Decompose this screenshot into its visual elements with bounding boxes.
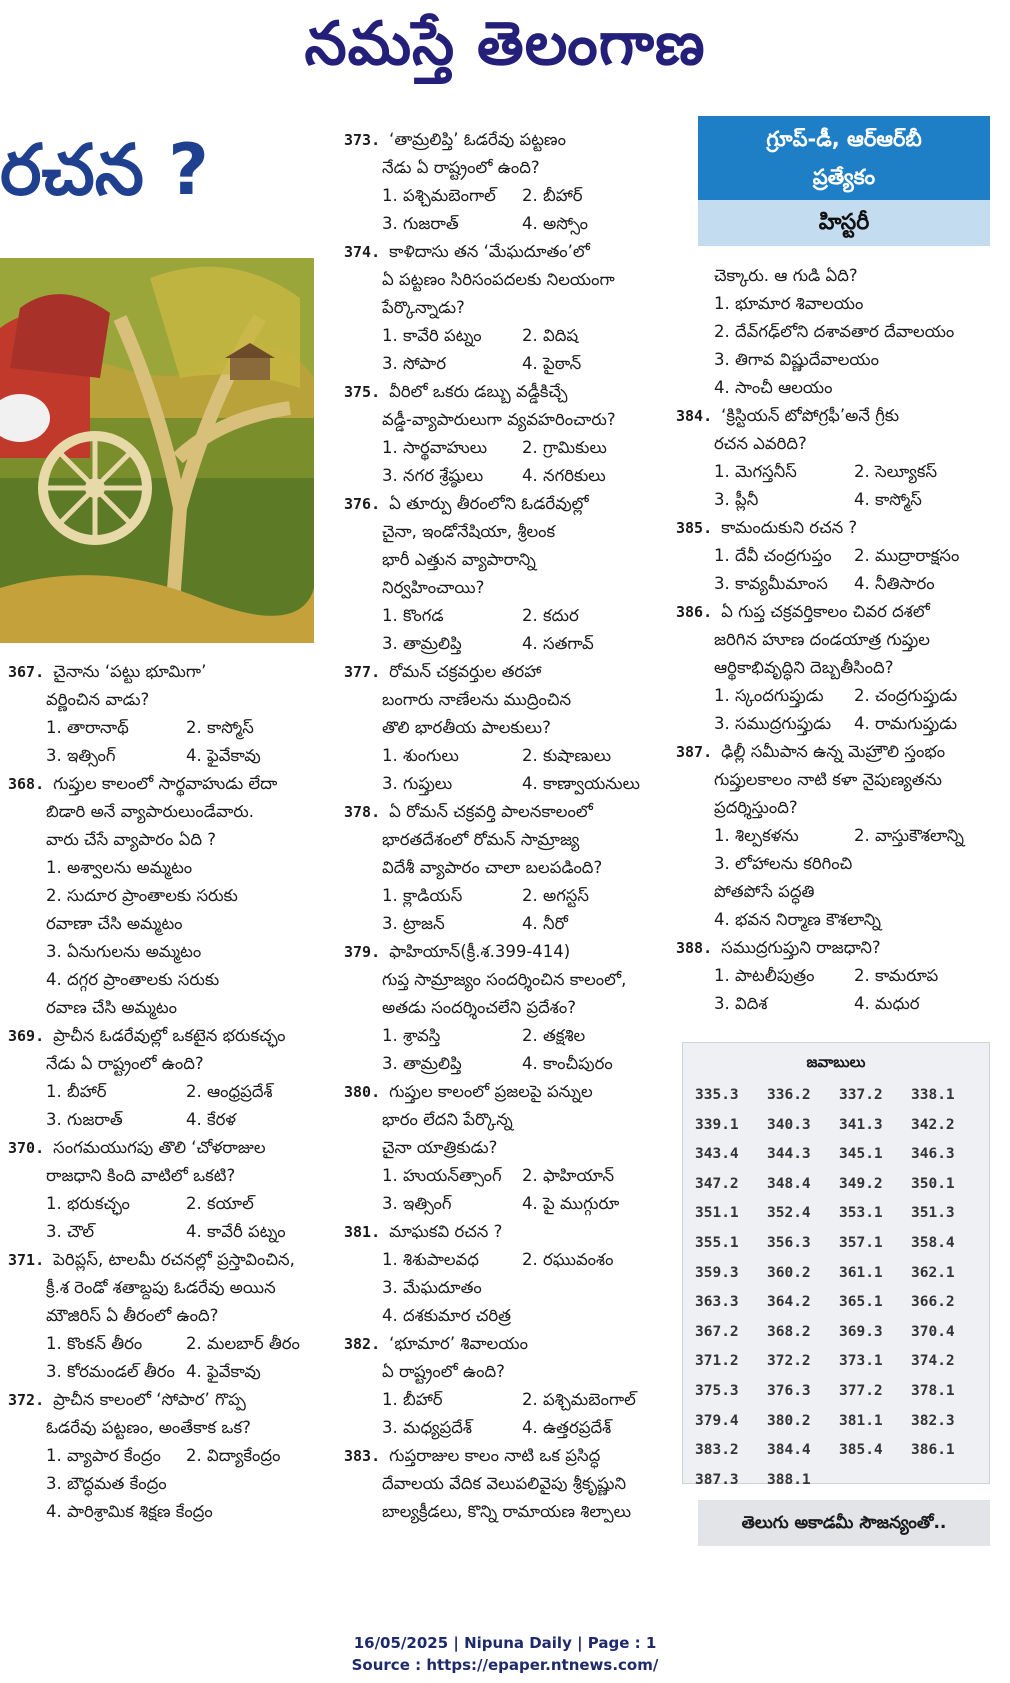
answer-entry: 376.3 <box>767 1382 811 1399</box>
option-text: 4. మధుర <box>854 994 920 1013</box>
answer-options <box>344 1162 674 1218</box>
option-text: 1. పాటలీపుత్రం <box>714 966 815 985</box>
answer-entry: 370.4 <box>911 1323 955 1340</box>
question-text: 385. కామందుకుని రచన ? <box>676 518 858 537</box>
answer-entry: 379.4 <box>695 1412 739 1429</box>
question-text: 384. ‘క్రిస్టియన్ టోపోగ్రఫీ’అనే గ్రీకు <box>676 406 900 425</box>
answer-entry: 364.2 <box>767 1294 811 1311</box>
option-text: 2. ఫాహియాన్ <box>522 1166 615 1185</box>
option-text: 4. ఫైవేకావు <box>186 1362 261 1381</box>
answer-options <box>676 542 996 598</box>
answer-options <box>344 182 674 238</box>
option-text: రవాణా చేసి అమ్మటం <box>46 914 183 933</box>
option-text: 1. వ్యాపార కేంద్రం <box>46 1446 161 1465</box>
answer-entry: 336.2 <box>767 1087 811 1103</box>
answer-entry: 348.4 <box>767 1175 811 1192</box>
option-text: 4. ఉత్తరప్రదేశ్ <box>522 1418 612 1437</box>
question-number: 375. <box>344 383 390 401</box>
question-item <box>344 798 674 938</box>
question-item <box>8 1022 328 1134</box>
answer-entry: 382.3 <box>911 1412 955 1429</box>
question-text: బిడారి అనే వ్యాపారులుండేవారు. <box>46 802 254 821</box>
question-number: 381. <box>344 1223 390 1241</box>
answer-options <box>8 854 328 1022</box>
option-text: 4. కాస్మోస్ <box>854 490 922 509</box>
question-number: 377. <box>344 663 390 681</box>
question-text: వారు చేసే వ్యాపారం ఏది ? <box>46 830 217 849</box>
option-text: 1. శ్రావస్తి <box>382 1026 441 1045</box>
option-text: 4. దగ్గర ప్రాంతాలకు సరుకు <box>46 970 220 989</box>
answer-entry: 366.2 <box>911 1294 955 1311</box>
option-text: 1. అశ్వాలను అమ్మటం <box>46 858 193 877</box>
question-text: 371. పెరిప్లస్, టాలమీ రచనల్లో ప్రస్తావించిన, <box>8 1250 295 1269</box>
answer-entry: 368.2 <box>767 1323 811 1340</box>
answer-entry: 359.3 <box>695 1264 739 1281</box>
option-text: 1. హుయన్‌త్సాంగ్ <box>382 1166 502 1185</box>
answer-entry: 383.2 <box>695 1442 739 1459</box>
question-item <box>676 738 996 934</box>
question-item <box>344 1218 674 1330</box>
answer-key-box <box>682 1042 990 1488</box>
question-text: అతడు సందర్శించలేని ప్రదేశం? <box>382 998 576 1017</box>
option-text: 3. కావ్యమీమాంస <box>714 574 828 593</box>
question-item <box>344 1330 674 1442</box>
question-number: 367. <box>8 663 54 681</box>
option-text: 2. సుదూర ప్రాంతాలకు సరుకు <box>46 886 238 905</box>
option-text: 3. సముద్రగుప్తుడు <box>714 714 832 733</box>
option-text: 3. విదిశ <box>714 994 768 1013</box>
answer-entry: 338.1 <box>911 1087 955 1103</box>
answer-key-grid <box>683 1081 989 1495</box>
question-text: వడ్డీ-వ్యాపారులుగా వ్యవహరించారు? <box>382 410 616 429</box>
option-text: 4. ఫైవేకావు <box>186 746 261 765</box>
question-text: ప్రదర్శిస్తుంది? <box>714 798 798 817</box>
option-text: 2. కాస్మోస్ <box>186 718 254 737</box>
question-text: రచన ఎవరిది? <box>714 434 807 453</box>
question-text: బంగారు నాణేలను ముద్రించిన <box>382 690 572 709</box>
option-text: 2. తక్షశిల <box>522 1026 586 1045</box>
answer-entry: 347.2 <box>695 1175 739 1192</box>
option-text: 3. చౌల్ <box>46 1222 95 1241</box>
question-text: మౌజిరిస్ ఏ తీరంలో ఉంది? <box>46 1306 219 1325</box>
answer-options <box>344 322 674 378</box>
option-text: 3. తిగావ విష్ణుదేవాలయం <box>714 350 879 369</box>
question-column-2 <box>344 126 674 1526</box>
option-text: 3. తామ్రలిప్తి <box>382 1054 462 1073</box>
option-text: 1. శుంగులు <box>382 746 459 765</box>
option-text: 1. కొంకన్ తీరం <box>46 1334 143 1353</box>
footer-date-line: 16/05/2025 | Nipuna Daily | Page : 1 <box>353 1634 657 1652</box>
banner-title: గ్రూప్-డీ, ఆర్‌ఆర్‌బీ ప్రత్యేకం <box>698 116 990 200</box>
answer-options <box>344 882 674 938</box>
answer-entry: 352.4 <box>767 1205 811 1222</box>
answer-options <box>8 714 328 770</box>
answer-entry: 375.3 <box>695 1382 739 1399</box>
option-text: 2. మలబార్ తీరం <box>186 1334 300 1353</box>
option-text: 2. ముద్రారాక్షసం <box>854 546 960 565</box>
question-text: ఆర్థికాభివృద్ధిని దెబ్బతీసింది? <box>714 658 894 677</box>
option-text: 3. ఇత్సింగ్ <box>46 746 116 765</box>
option-text: 2. చంద్రగుప్తుడు <box>854 686 958 705</box>
answer-entry: 345.1 <box>839 1146 883 1163</box>
answer-options <box>344 742 674 798</box>
option-text: 1. కొంగడ <box>382 606 444 625</box>
option-text: 2. విదిష <box>522 326 579 345</box>
answer-entry: 341.3 <box>839 1116 883 1133</box>
answer-entry: 358.4 <box>911 1234 955 1251</box>
question-column-3 <box>676 262 996 1018</box>
article-headline: రచన ? <box>0 129 209 211</box>
answer-entry: 384.4 <box>767 1442 811 1459</box>
answer-entry: 344.3 <box>767 1146 811 1163</box>
answer-options <box>8 1190 328 1246</box>
question-text: 376. ఏ తూర్పు తీరంలోని ఓడరేవుల్లో <box>344 494 589 513</box>
question-text: 386. ఏ గుప్త చక్రవర్తికాలం చివర దశలో <box>676 602 930 621</box>
credit-line: తెలుగు అకాడమీ సౌజన్యంతో.. <box>698 1500 990 1546</box>
option-text: 1. బీహార్ <box>382 1390 443 1409</box>
question-text: ఏ రాష్ట్రంలో ఉంది? <box>382 1362 505 1381</box>
question-text: 375. వీరిలో ఒకరు డబ్బు వడ్డీకిచ్చే <box>344 382 568 401</box>
answer-entry: 343.4 <box>695 1146 739 1163</box>
answer-entry: 351.1 <box>695 1205 739 1222</box>
question-item <box>676 934 996 1018</box>
batik-painting-image <box>0 258 314 643</box>
option-text: 4. పైఠాన్ <box>522 354 582 373</box>
question-item <box>344 378 674 490</box>
question-text: 374. కాళిదాసు తన ‘మేఘదూతం’లో <box>344 242 590 261</box>
question-text: జరిగిన హూణ దండయాత్ర గుప్తుల <box>714 630 930 649</box>
answer-entry: 385.4 <box>839 1442 883 1459</box>
question-item <box>8 770 328 1022</box>
option-text: 4. సాంచీ ఆలయం <box>714 378 833 397</box>
question-item <box>344 658 674 798</box>
question-text: భారతదేశంలో రోమన్ సామ్రాజ్య <box>382 830 580 849</box>
question-text: రాజధాని కింది వాటిలో ఒకటి? <box>46 1166 236 1185</box>
option-text: 1. మెగస్తనీస్ <box>714 462 797 481</box>
question-text: 387. ఢిల్లీ సమీపాన ఉన్న మెహ్రౌలి స్తంభం <box>676 742 946 761</box>
question-text: భారం లేదని పేర్కొన్న <box>382 1110 513 1129</box>
question-item <box>8 658 328 770</box>
answer-options <box>676 682 996 738</box>
question-number: 388. <box>676 939 722 957</box>
question-item <box>344 1442 674 1526</box>
option-text: 4. దశకుమార చరిత్ర <box>382 1306 511 1325</box>
question-item <box>344 1078 674 1218</box>
option-text: 1. సార్థవాహులు <box>382 438 488 457</box>
answer-entry: 350.1 <box>911 1175 955 1192</box>
answer-options <box>344 1246 674 1274</box>
option-text: పోతపోసే పద్ధతి <box>714 882 815 901</box>
option-text: 2. సెల్యూకస్ <box>854 462 938 481</box>
answer-entry: 349.2 <box>839 1175 883 1192</box>
question-text: 369. ప్రాచీన ఓడరేవుల్లో ఒకటైన భరుకచ్ఛం <box>8 1026 286 1045</box>
question-text: చైనా యాత్రికుడు? <box>382 1138 498 1157</box>
question-number: 384. <box>676 407 722 425</box>
question-text: తొలి భారతీయ పాలకులు? <box>382 718 551 737</box>
answer-entry: 335.3 <box>695 1087 739 1103</box>
option-text: 1. భూమార శివాలయం <box>714 294 864 313</box>
question-number: 374. <box>344 243 390 261</box>
answer-entry: 372.2 <box>767 1353 811 1370</box>
answer-options <box>344 1274 674 1330</box>
option-text: 3. మేఘదూతం <box>382 1278 482 1297</box>
question-item <box>676 262 996 402</box>
question-text: నేడు ఏ రాష్ట్రంలో ఉంది? <box>382 158 540 177</box>
option-text: 2. గ్రామికులు <box>522 438 607 457</box>
option-text: 3. గుజరాత్ <box>382 214 459 233</box>
answer-entry: 351.3 <box>911 1205 955 1222</box>
answer-entry: 387.3 <box>695 1471 739 1488</box>
answer-entry: 386.1 <box>911 1442 955 1459</box>
option-text: 3. తామ్రలిప్తి <box>382 634 462 653</box>
option-text: 3. ప్లీనీ <box>714 490 759 509</box>
question-text: 370. సంగమయుగపు తొలి ‘చోళరాజుల <box>8 1138 266 1157</box>
question-text: 373. ‘తామ్రలిప్తి’ ఓడరేవు పట్టణం <box>344 130 566 149</box>
answer-entry: 362.1 <box>911 1264 955 1281</box>
question-number: 372. <box>8 1391 54 1409</box>
question-text: విదేశీ వ్యాపారం చాలా బలపడింది? <box>382 858 603 877</box>
question-item <box>676 402 996 514</box>
answer-entry: 378.1 <box>911 1382 955 1399</box>
question-item <box>344 938 674 1078</box>
answer-entry: 356.3 <box>767 1234 811 1251</box>
option-text: 1. బీహార్ <box>46 1082 107 1101</box>
answer-options <box>344 1022 674 1078</box>
question-text: 367. చైనాను ‘పట్టు భూమిగా’ <box>8 662 207 681</box>
option-text: 3. బౌద్ధమత కేంద్రం <box>46 1474 167 1493</box>
question-item <box>8 1386 328 1526</box>
option-text: 4. కాణ్వాయనులు <box>522 774 640 793</box>
answer-entry: 355.1 <box>695 1234 739 1251</box>
option-text: 2. రఘువంశం <box>522 1250 614 1269</box>
option-text: 2. కుషాణులు <box>522 746 612 765</box>
answer-options <box>676 962 996 1018</box>
option-text: 3. మధ్యప్రదేశ్ <box>382 1418 472 1437</box>
option-text: 2. ఆంధ్రప్రదేశ్ <box>186 1082 273 1101</box>
option-text: 2. కామరూప <box>854 966 939 985</box>
option-text: 3. గుప్తులు <box>382 774 453 793</box>
answer-options <box>8 1078 328 1134</box>
article-photo <box>0 258 314 643</box>
answer-options <box>344 434 674 490</box>
option-text: 3. నగర శ్రేష్ఠులు <box>382 466 484 485</box>
option-text: 4. కేరళ <box>186 1110 237 1129</box>
question-number: 386. <box>676 603 722 621</box>
question-text: పేర్కొన్నాడు? <box>382 298 465 317</box>
option-text: 4. రామగుప్తుడు <box>854 714 958 733</box>
question-text: 380. గుప్తుల కాలంలో ప్రజలపై పన్నుల <box>344 1082 593 1101</box>
option-text: 4. భవన నిర్మాణ కౌశలాన్ని <box>714 910 881 929</box>
option-text: రవాణ చేసి అమ్మటం <box>46 998 177 1017</box>
answer-entry: 369.3 <box>839 1323 883 1340</box>
question-item <box>676 514 996 598</box>
option-text: 4. కావేరీ పట్నం <box>186 1222 286 1241</box>
footer-source-line: Source : https://epaper.ntnews.com/ <box>351 1656 659 1674</box>
option-text: 2. వాస్తుకౌశలాన్ని <box>854 826 964 845</box>
question-text: భారీ ఎత్తున వ్యాపారాన్ని <box>382 550 536 569</box>
answer-options <box>676 458 996 514</box>
option-text: 3. ఇత్సింగ్ <box>382 1194 452 1213</box>
question-text: ఓడరేవు పట్టణం, అంతేకాక ఒక? <box>46 1418 251 1437</box>
option-text: 1. కావేరి పట్నం <box>382 326 482 345</box>
question-text: 377. రోమన్ చక్రవర్తుల తరహా <box>344 662 542 681</box>
answer-entry: 361.1 <box>839 1264 883 1281</box>
option-text: 1. భరుకచ్ఛం <box>46 1194 130 1213</box>
question-text: చెక్కారు. ఆ గుడి ఏది? <box>714 266 858 285</box>
question-text: 388. సముద్రగుప్తుని రాజధాని? <box>676 938 881 957</box>
option-text: 3. ఏనుగులను అమ్మటం <box>46 942 202 961</box>
option-text: 1. పశ్చిమబెంగాల్ <box>382 186 496 205</box>
subject-label: హిస్టరీ <box>698 200 990 246</box>
answer-entry: 388.1 <box>767 1471 811 1488</box>
question-item <box>8 1134 328 1246</box>
answer-entry: 377.2 <box>839 1382 883 1399</box>
question-text: 368. గుప్తుల కాలంలో సార్థవాహుడు లేదా <box>8 774 278 793</box>
option-text: 3. లోహాలను కరిగించి <box>714 854 853 873</box>
answer-options <box>344 602 674 658</box>
option-text: 2. దేవ్‌గఢ్‌లోని దశావతార దేవాలయం <box>714 322 955 341</box>
answer-entry: 367.2 <box>695 1323 739 1340</box>
option-text: 1. శిశుపాలవధ <box>382 1250 479 1269</box>
question-text: నేడు ఏ రాష్ట్రంలో ఉంది? <box>46 1054 204 1073</box>
question-number: 370. <box>8 1139 54 1157</box>
option-text: 2. పశ్చిమబెంగాల్ <box>522 1390 636 1409</box>
answer-entry: 340.3 <box>767 1116 811 1133</box>
option-text: 2. విద్యాకేంద్రం <box>186 1446 281 1465</box>
answer-entry: 380.2 <box>767 1412 811 1429</box>
question-text: నిర్వహించాయి? <box>382 578 485 597</box>
question-text: 382. ‘భూమార’ శివాలయం <box>344 1334 528 1353</box>
answer-entry: 339.1 <box>695 1116 739 1133</box>
answer-options <box>8 1330 328 1386</box>
question-text: ఏ పట్టణం సిరిసంపదలకు నిలయంగా <box>382 270 615 289</box>
question-number: 385. <box>676 519 722 537</box>
newspaper-title: నమస్తే తెలంగాణ <box>304 9 706 79</box>
answer-options <box>8 1442 328 1470</box>
option-text: 1. దేవీ చంద్రగుప్తం <box>714 546 832 565</box>
question-number: 383. <box>344 1447 390 1465</box>
question-item <box>344 490 674 658</box>
answer-options <box>676 850 996 934</box>
option-text: 1. శిల్పకళను <box>714 826 799 845</box>
option-text: 2. కయాల్ <box>186 1194 254 1213</box>
option-text: 4. అస్సోం <box>522 214 588 233</box>
answer-options <box>676 822 996 850</box>
option-text: 4. నీతిసారం <box>854 574 935 593</box>
option-text: 4. సతగావ్ <box>522 634 594 653</box>
question-number: 382. <box>344 1335 390 1353</box>
option-text: 4. పై ముగ్గురూ <box>522 1194 620 1213</box>
answer-entry: 365.1 <box>839 1294 883 1311</box>
option-text: 3. సోపార <box>382 354 447 373</box>
question-item <box>8 1246 328 1386</box>
question-text: చైనా, ఇండోనేషియా, శ్రీలంక <box>382 522 556 541</box>
answer-entry: 360.2 <box>767 1264 811 1281</box>
question-text: 383. గుప్తరాజుల కాలం నాటి ఒక ప్రసిద్ధ <box>344 1446 601 1465</box>
question-number: 387. <box>676 743 722 761</box>
answer-entry: 346.3 <box>911 1146 955 1163</box>
question-number: 380. <box>344 1083 390 1101</box>
option-text: 3. గుజరాత్ <box>46 1110 123 1129</box>
option-text: 3. ట్రాజన్ <box>382 914 445 933</box>
answer-entry: 342.2 <box>911 1116 955 1133</box>
answer-key-heading: జవాబులు <box>806 1053 866 1071</box>
question-item <box>344 126 674 238</box>
page-footer <box>0 1632 1010 1676</box>
option-text: 4. నగరికులు <box>522 466 606 485</box>
option-text: 3. కోరమండల్ తీరం <box>46 1362 175 1381</box>
option-text: 1. స్కందగుప్తుడు <box>714 686 824 705</box>
question-text: 372. ప్రాచీన కాలంలో ‘సోపార’ గొప్ప <box>8 1390 246 1409</box>
option-text: 2. అగస్టస్ <box>522 886 589 905</box>
question-text: వర్ణించిన వాడు? <box>46 690 150 709</box>
answer-options <box>676 290 996 402</box>
question-text: 379. ఫాహియాన్(క్రీ.శ.399-414) <box>344 942 571 961</box>
question-number: 369. <box>8 1027 54 1045</box>
answer-entry: 353.1 <box>839 1205 883 1222</box>
answer-entry: 337.2 <box>839 1087 883 1103</box>
question-text: 381. మాఘకవి రచన ? <box>344 1222 503 1241</box>
answer-entry: 357.1 <box>839 1234 883 1251</box>
question-number: 376. <box>344 495 390 513</box>
question-text: గుప్తులకాలం నాటి కళా నైపుణ్యతను <box>714 770 942 789</box>
answer-entry: 373.1 <box>839 1353 883 1370</box>
question-text: గుప్త సామ్రాజ్యం సందర్శించిన కాలంలో, <box>382 970 627 989</box>
answer-entry: 371.2 <box>695 1353 739 1370</box>
question-text: క్రీ.శ రెండో శతాబ్దపు ఓడరేవు అయిన <box>46 1278 276 1297</box>
question-number: 368. <box>8 775 54 793</box>
option-text: 2. బీహార్ <box>522 186 583 205</box>
answer-entry: 374.2 <box>911 1353 955 1370</box>
option-text: 1. క్లాడియస్ <box>382 886 463 905</box>
question-item <box>676 598 996 738</box>
question-text: బాల్యక్రీడలు, కొన్ని రామాయణ శిల్పాలు <box>382 1502 632 1521</box>
answer-entry: 363.3 <box>695 1294 739 1311</box>
question-text: దేవాలయ వేదిక వెలుపలివైపు శ్రీకృష్ణుని <box>382 1474 627 1493</box>
answer-options <box>344 1386 674 1442</box>
option-text: 4. పారిశ్రామిక శిక్షణ కేంద్రం <box>46 1502 213 1521</box>
question-number: 371. <box>8 1251 54 1269</box>
section-banner <box>698 116 990 246</box>
question-column-1 <box>8 658 328 1526</box>
option-text: 1. తారానాథ్ <box>46 718 129 737</box>
question-number: 373. <box>344 131 390 149</box>
option-text: 4. కాంచీపురం <box>522 1054 613 1073</box>
question-number: 379. <box>344 943 390 961</box>
question-text: 378. ఏ రోమన్ చక్రవర్తి పాలనకాలంలో <box>344 802 593 821</box>
answer-entry: 381.1 <box>839 1412 883 1429</box>
answer-options <box>8 1470 328 1526</box>
question-number: 378. <box>344 803 390 821</box>
option-text: 2. కదుర <box>522 606 579 625</box>
masthead <box>0 0 1010 88</box>
question-item <box>344 238 674 378</box>
option-text: 4. నీరో <box>522 914 568 933</box>
